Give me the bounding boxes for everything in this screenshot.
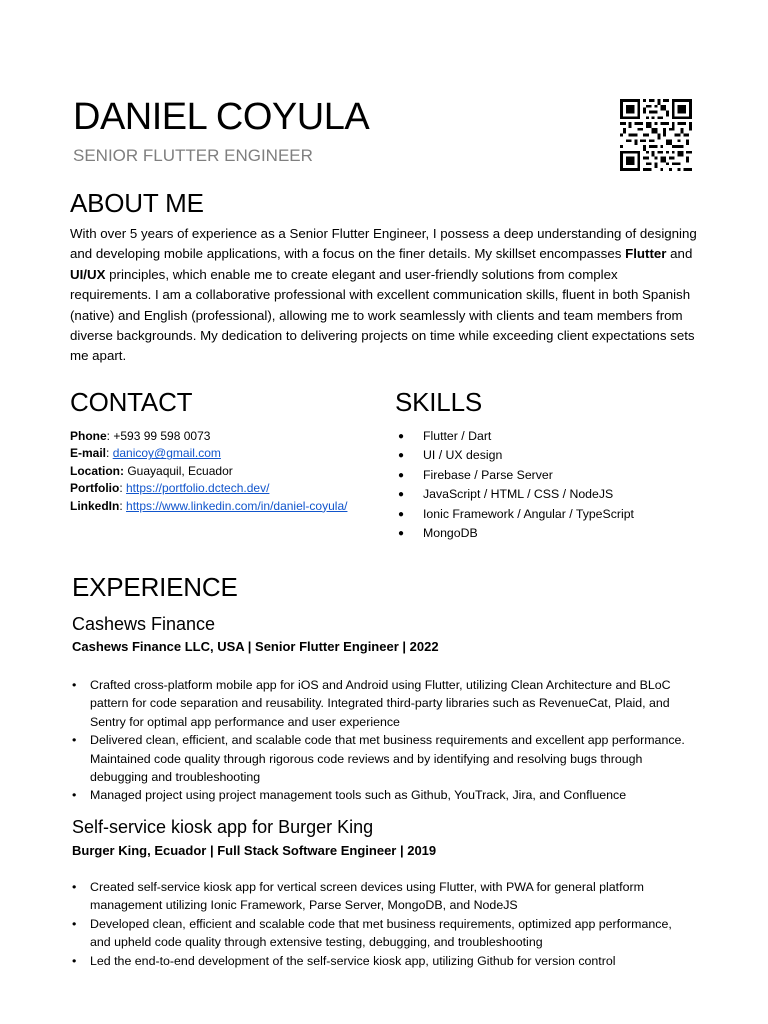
bullet-icon: ● (398, 450, 405, 462)
job-bullet-text: Crafted cross-platform mobile app for iOS and Android using Flutter, utilizing Clean Architecture and BLoC pattern for code separation and reusability. Integrated third-party libraries such as RevenueCat, Plaid, and Sentry for optimal app performance and user experience (90, 678, 671, 729)
email-label: E-mail (70, 446, 107, 461)
contact-location-row (70, 463, 390, 480)
skill-item (396, 485, 634, 504)
bullet-icon: • (72, 733, 77, 748)
bullet-icon: • (72, 788, 77, 803)
bullet-icon: • (72, 916, 77, 931)
bullet-icon: ● (398, 469, 405, 481)
contact-phone-row (70, 428, 390, 445)
qr-code-icon (620, 99, 692, 171)
about-text: principles, which enable me to create elegant and user-friendly solutions from complex requirements. I am a collaborative professional with excellent communication skills, fluent in both Spanish (native) and English (professional), allowing me to work seamlessly with clients and team members from diverse backgrounds. My dedication to delivering projects on time while exceeding client expectations sets me apart. (70, 266, 695, 364)
bullet-icon: ● (398, 431, 405, 442)
skill-label: JavaScript / HTML / CSS / NodeJS (423, 487, 614, 502)
about-paragraph (70, 224, 700, 367)
location-value: Guayaquil, Ecuador (124, 463, 233, 478)
linkedin-link[interactable]: https://www.linkedin.com/in/daniel-coyula/ (126, 498, 348, 513)
contact-heading: CONTACT (70, 387, 193, 417)
job-bullet-text: Developed clean, efficient and scalable code that met business requirements, optimized app performance, and upheld code quality through extensive testing, debugging, and troubleshooting (90, 916, 672, 950)
email-separator: : (106, 446, 113, 461)
job-bullet-item (72, 786, 687, 804)
job-bullet-item (72, 731, 687, 786)
skill-item (396, 427, 634, 446)
skill-item (396, 446, 634, 465)
phone-value: : +593 99 598 0073 (106, 429, 211, 443)
bullet-icon: • (72, 678, 77, 692)
job-bullet-item (72, 878, 687, 915)
job-bullet-text: Led the end-to-end development of the self-service kiosk app, utilizing Github for version control (90, 953, 616, 968)
contact-email-row (70, 445, 390, 462)
skill-label: MongoDB (423, 525, 478, 540)
job-bullet-list (72, 878, 687, 970)
job-bullet-item (72, 915, 687, 952)
bullet-icon: • (72, 953, 77, 968)
about-bold-skill: UI/UX (70, 266, 106, 282)
phone-label: Phone (70, 429, 107, 443)
skill-label: Flutter / Dart (423, 429, 492, 443)
job-bullet-item (72, 676, 687, 731)
job-subtitle: Cashews Finance LLC, USA | Senior Flutter Engineer | 2022 (72, 639, 439, 654)
about-bold-skill: Flutter (625, 246, 667, 262)
skill-label: Firebase / Parse Server (423, 467, 553, 482)
skills-list (396, 427, 634, 543)
skill-item (396, 505, 634, 524)
skill-label: Ionic Framework / Angular / TypeScript (423, 506, 634, 521)
bullet-icon: • (72, 880, 77, 894)
skill-label: UI / UX design (423, 448, 503, 463)
qr-code-graphic (620, 99, 692, 171)
about-text: and (666, 246, 693, 262)
contact-linkedin-row (70, 498, 390, 515)
portfolio-label: Portfolio (70, 481, 120, 496)
linkedin-label: LinkedIn (70, 498, 120, 513)
linkedin-separator: : (119, 498, 127, 513)
contact-portfolio-row (70, 480, 390, 497)
portfolio-separator: : (119, 481, 126, 496)
experience-heading: EXPERIENCE (72, 572, 238, 602)
skills-heading: SKILLS (395, 387, 482, 417)
job-title: Self-service kiosk app for Burger King (72, 817, 374, 837)
location-label: Location: (70, 463, 124, 478)
contact-block (70, 428, 390, 515)
bullet-icon: ● (398, 508, 405, 520)
skill-item (396, 524, 634, 543)
bullet-icon: ● (398, 527, 405, 539)
job-subtitle: Burger King, Ecuador | Full Stack Software Engineer | 2019 (72, 843, 437, 858)
about-text: With over 5 years of experience as a Senior Flutter Engineer, I possess a deep understanding of designing and developing mobile applications, with a focus on the finer details. My skillset encompasses (70, 226, 697, 262)
job-bullet-text: Created self-service kiosk app for vertical screen devices using Flutter, with PWA for general platform management utilizing Ionic Framework, Parse Server, MongoDB, and NodeJS (90, 880, 644, 913)
job-bullet-text: Managed project using project management tools such as Github, YouTrack, Jira, and Confluence (90, 788, 627, 803)
job-bullet-text: Delivered clean, efficient, and scalable code that met business requirements and excellent app performance. Maintained code quality through rigorous code reviews and by identifying and resolving bugs through debugging and troubleshooting (90, 733, 685, 785)
skill-item (396, 466, 634, 485)
resume-name: DANIEL COYULA (73, 96, 370, 138)
portfolio-link[interactable]: https://portfolio.dctech.dev/ (126, 481, 270, 496)
job-bullet-item (72, 952, 687, 970)
job-title: Cashews Finance (72, 614, 216, 634)
email-link[interactable]: danicoy@gmail.com (112, 446, 221, 461)
job-bullet-list (72, 676, 687, 805)
about-heading: ABOUT ME (70, 188, 204, 218)
bullet-icon: ● (398, 489, 405, 501)
resume-subtitle: SENIOR FLUTTER ENGINEER (73, 146, 313, 165)
